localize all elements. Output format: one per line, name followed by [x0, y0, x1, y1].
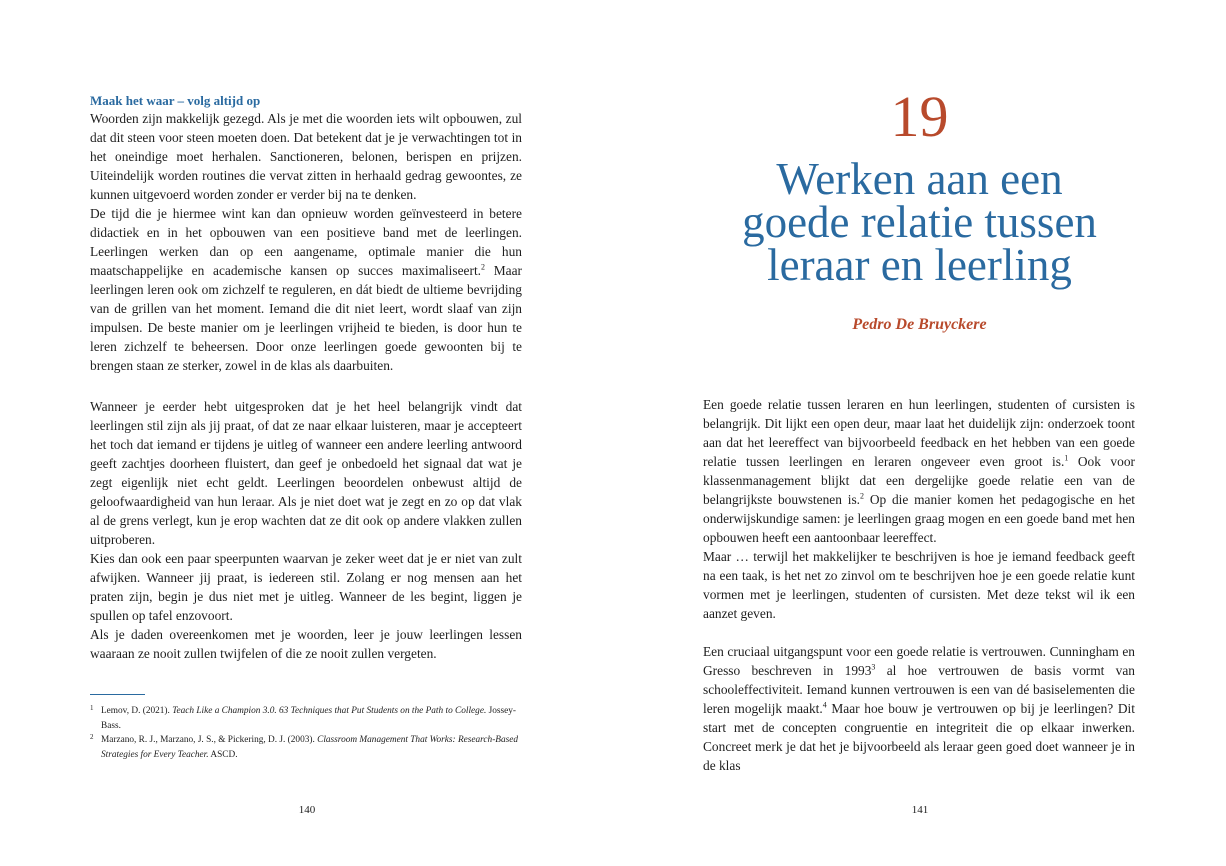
footnote-ref: 1 [1064, 453, 1069, 463]
paragraph [90, 204, 522, 375]
footnote [90, 733, 522, 762]
footnote-text: Marzano, R. J., Marzano, J. S., & Pickering, D. J. (2003). [101, 735, 318, 745]
footnote-text: Lemov, D. (2021). [101, 706, 173, 716]
paragraph-text: Een cruciaal uitgangspunt voor een goede relatie is vertrouwen. Cunningham en Gresso beschreven in 1993 [703, 644, 1135, 678]
paragraph-text: al hoe vertrouwen de basis vormt van schooleffectiviteit. Iemand kunnen vertrouwen is een van dé basiselementen die leren mogelijk maakt. [703, 663, 1136, 716]
footnote-divider [90, 694, 145, 695]
body-text-block-3 [703, 395, 1135, 623]
paragraph: Kies dan ook een paar speerpunten waarvan je zeker weet dat je er niet van zult afwijken. Wanneer jij praat, is iedereen stil. Zolang er nog mensen aan het praten zijn, begin je dus niet met je uitleg. Wanneer de les begint, liggen je spullen op tafel enzovoort. [90, 551, 522, 623]
footnote-text: Jossey-Bass. [101, 706, 516, 731]
paragraph-text: Maar leerlingen leren ook om zichzelf te reguleren, en dát biedt de ultieme bevrijding van de grillen van het moment. Iemand die dit niet leert, wordt slaaf van zijn impulsen. De beste manier om je leerlingen vrijheid te bieden, is door hun te leren zichzelf te beheersen. Door onze leerlingen goede gewoonten bij te brengen staan ze sterker, zowel in de klas als daarbuiten. [90, 263, 523, 373]
chapter-title [613, 154, 1226, 290]
body-text-block-1 [90, 109, 522, 375]
paragraph: Als je daden overeenkomen met je woorden, leer je jouw leerlingen lessen waaraan ze nooit zullen twijfelen of die ze nooit zullen vergeten. [90, 627, 522, 661]
paragraph [703, 395, 1135, 547]
chapter-title-line: goede relatie tussen [742, 197, 1097, 247]
chapter-number: 19 [890, 84, 949, 149]
body-text-block-4 [703, 642, 1135, 775]
footnote-ref: 3 [871, 662, 876, 672]
chapter-author: Pedro De Bruyckere [852, 316, 987, 333]
footnote-ref: 2 [860, 491, 865, 501]
footnote-ref: 4 [822, 700, 827, 710]
footnote-title: Teach Like a Champion 3.0. 63 Techniques that Put Students on the Path to College. [172, 706, 487, 716]
paragraph: Woorden zijn makkelijk gezegd. Als je met die woorden iets wilt opbouwen, zul dat dit steen voor steen moeten doen. Dat betekent dat je je verwachtingen tot in het oneindige moet herhalen. Sanctioneren, belonen, berispen en prijzen. Uiteindelijk worden routines die vervat zitten in herhaald gedrag gewoontes, ze kunnen uitgevoerd worden zonder er verder bij na te denken. [90, 111, 522, 202]
paragraph-text: Op die manier komen het pedagogische en het onderwijskundige samen: je leerlingen graag mogen en een goede band met hen opbouwen heeft een aantoonbaar leereffect. [703, 492, 1135, 545]
footnote [90, 704, 522, 733]
paragraph-text: Maar hoe bouw je vertrouwen op bij je leerlingen? Dit start met de concepten congruentie en integriteit die op elkaar inwerken. Concreet merk je dat het je bijvoorbeeld als leraar geen goed doet wanneer je in de klas [703, 701, 1135, 773]
footnote-number: 2 [90, 733, 94, 741]
footnote-ref: 2 [481, 262, 486, 272]
chapter-title-line: leraar en leerling [767, 240, 1072, 290]
page-number: 141 [911, 804, 929, 816]
paragraph-text: Een goede relatie tussen leraren en hun leerlingen, studenten of cursisten is belangrijk. Dit lijkt een open deur, maar laat het duidelijk zijn: onderzoek toont aan dat het leereffect van bijvoorbeeld feedback en het hebben van een goede relatie tussen leerlingen en leraren ongeveer even groot is. [703, 397, 1135, 469]
footnote-number: 1 [90, 704, 94, 712]
paragraph: Wanneer je eerder hebt uitgesproken dat je het heel belangrijk vindt dat leerlingen stil zijn als jij praat, of dat ze naar elkaar luisteren, maar je accepteert het toch dat iemand er tijdens je uitleg of wanneer een andere leerling antwoord geeft zachtjes doorheen fluistert, dan geef je onbedoeld het signaal dat wat je zegt eigenlijk niet echt geldt. Leerlingen beoordelen onbewust altijd de geloofwaardigheid van hun leraar. Als je niet doet wat je zegt en zo op dat vlak al de grens verlegt, kun je erop wachten dat ze dit ook op andere vlakken zullen uitproberen. [90, 399, 522, 547]
paragraph [703, 642, 1135, 775]
right-page [613, 0, 1226, 866]
footnotes [90, 704, 522, 762]
paragraph-text: Ook voor klassenmanagement blijkt dat een dergelijke goede relatie een van de belangrijkste bouwstenen is. [703, 454, 1135, 507]
body-text-block-2 [90, 397, 522, 663]
footnote-text: ASCD. [208, 749, 238, 760]
page-number: 140 [298, 804, 316, 816]
section-heading: Maak het waar – volg altijd op [90, 93, 261, 108]
chapter-title-line: Werken aan een [776, 154, 1063, 204]
paragraph-text: De tijd die je hiermee wint kan dan opnieuw worden geïnvesteerd in betere didactiek en in het opbouwen van een positieve band met de leerlingen. Leerlingen werken dan op een aangename, optimale manier die hun maatschappelijke en academische kansen op succes maximaliseert. [90, 206, 522, 278]
footnote-title: Classroom Management That Works: Research-Based Strategies for Every Teacher. [101, 735, 519, 760]
paragraph: Maar … terwijl het makkelijker te beschrijven is hoe je iemand feedback geeft na een taak, is het net zo zinvol om te beschrijven hoe je een goede relatie kunt vormen met je leerlingen, studenten of cursisten. Met deze tekst wil ik een aanzet geven. [703, 549, 1135, 621]
